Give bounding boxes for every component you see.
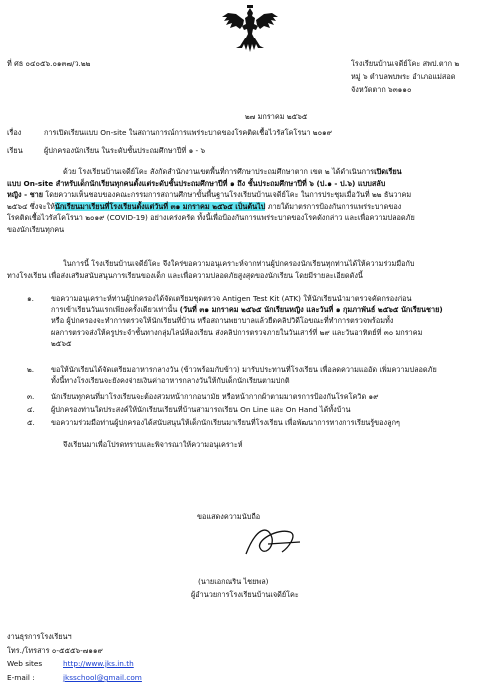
body-paragraph-2 xyxy=(7,258,487,281)
item1-line2-text: การเข้าเรียนวันแรกเพียงครั้งเดียวเท่านั้น xyxy=(51,305,180,315)
list-item-number: ๔. xyxy=(27,405,35,414)
p2-line1: ในการนี้ โรงเรียนบ้านเจดีย์โคะ จึงใคร่ขอความอนุเคราะห์จากท่านผู้ปกครองนักเรียนทุกท่านได้ให้ความร่วมมือกับ xyxy=(63,259,415,268)
regards-text: ขอแสดงความนับถือ xyxy=(197,512,261,521)
p2-line2: ทางโรงเรียน เพื่อส่งเสริมสนับสนุนการเรียนของเด็ก และเพื่อความปลอดภัยสูงสุดของนักเรียน โดยมีรายละเอียดดังนี้ xyxy=(7,270,363,280)
item2-line1: ขอให้นักเรียนได้จัดเตรียมอาหารกลางวัน (ข้าวพร้อมกับข้าว) มารับประทานที่โรงเรียน เพื่อลดความแออัด เพิ่มความปลอดภัย xyxy=(51,365,437,374)
recipient-label: เรียน xyxy=(7,146,23,155)
item3-line1: นักเรียนทุกคนที่มาโรงเรียนจะต้องสวมหน้ากากอนามัย หรือหน้ากากผ้าตามมาตรการป้องกันโรคโควิด ๑๙ xyxy=(51,392,379,401)
item4-line1: ผู้ปกครองท่านใดประสงค์ให้นักเรียนเรียนที่บ้านสามารถเรียน On Line และ On Hand ได้ทั้งบ้าน xyxy=(51,405,351,414)
reference-number: ที่ ศธ ๐๔๐๕๖.๐๑๓๗/ว.๒๒ xyxy=(7,59,91,68)
list-item-4 xyxy=(27,404,467,416)
item1-line5: ๒๕๖๕ xyxy=(51,338,72,348)
address-line-2: หมู่ ๖ ตำบลพบพระ อำเภอแม่สอด xyxy=(351,72,456,81)
signature-icon xyxy=(238,518,308,564)
list-item-number: ๕. xyxy=(27,418,35,427)
footer-phone: โทร./โทรสาร ๐-๕๕๕๖-๗๑๑๙ xyxy=(7,646,103,655)
item1-line3: หรือ ผู้ปกครองจะทำการตรวจให้นักเรียนที่บ้าน หรือสถานพยาบาลแล้วยืดคลิปวิดีโอขณะที่ทำการตรวจพร้อมทั้ง xyxy=(51,316,394,326)
list-item-3 xyxy=(27,391,467,403)
subject-text: การเปิดเรียนแบบ On-site ในสถานการณ์การแพร่ระบาดของโรคติดเชื้อไวรัสโคโรนา ๒๐๑๙ xyxy=(44,128,333,137)
item2-line2: ทั้งนี้ทางโรงเรียนจะยังคงจ่ายเงินค่าอาหารกลางวันให้กับเด็กนักเรียนตามปกติ xyxy=(51,376,290,386)
signer-title: ผู้อำนวยการโรงเรียนบ้านเจดีย์โคะ xyxy=(191,590,299,599)
list-item-1 xyxy=(27,293,467,353)
p1-line1-text: ด้วย โรงเรียนบ้านเจดีย์โคะ สังกัดสำนักงานเขตพื้นที่การศึกษาประถมศึกษาตาก เขต ๒ ได้ดำเนินการ xyxy=(63,167,375,176)
list-item-2 xyxy=(27,364,467,388)
p1-line4-text-b: ภายใต้มาตรการป้องกันการแพร่ระบาดของ xyxy=(265,201,402,211)
website-link[interactable]: http://www.jks.in.th xyxy=(63,659,134,668)
footer-website-label: Web sites xyxy=(7,659,43,668)
p1-line5: โรคติดเชื้อไวรัสโคโรนา ๒๐๑๙ (COVID-19) อย่างเคร่งครัด ทั้งนี้เพื่อป้องกันการแพร่ระบาดของโรคดังกล่าว และเพื่อความปลอดภัย xyxy=(7,213,415,222)
document-date: ๒๗ มกราคม ๒๕๖๕ xyxy=(245,112,308,121)
subject-label: เรื่อง xyxy=(7,128,22,137)
highlighted-start-date: นักเรียนมาเรียนที่โรงเรียนตั้งแต่วันที่ ๓๑ มกราคม ๒๕๖๕ เป็นต้นไป xyxy=(54,201,266,211)
p1-line1-bold: เปิดเรียน xyxy=(374,167,402,176)
list-item-5 xyxy=(27,417,467,429)
body-paragraph-1 xyxy=(7,166,487,235)
item5-line1: ขอความร่วมมือท่านผู้ปกครองได้สนับสนุนให้เด็กนักเรียนมาเรียนที่โรงเรียน เพื่อพัฒนาการทางการเรียนรู้ของลูกๆ xyxy=(51,418,400,427)
recipient-text: ผู้ปกครองนักเรียน ในระดับชั้นประถมศึกษาปีที่ ๑ - ๖ xyxy=(44,146,206,155)
list-item-number: ๓. xyxy=(27,392,35,401)
item1-line4: ผลการตรวจส่งให้ครูประจำชั้นทางกลุ่มไลน์ห้องเรียน ส่งคลิปการตรวจภายในวันเสาร์ที่ ๒๙ และวันอาทิตย์ที่ ๓๐ มกราคม xyxy=(51,327,423,337)
p1-line3-bold: หญิง - ชาย xyxy=(7,190,44,199)
list-item-number: ๒. xyxy=(27,365,35,374)
p1-line2: แบบ On-site สำหรับเด็กนักเรียนทุกคนตั้งแต่ระดับชั้นประถมศึกษาปีที่ ๑ ถึง ชั้นประถมศึกษาปีที่ ๖ (ป.๑ - ป.๖) แบบสลับ xyxy=(7,178,386,188)
p1-line4-text-a: ๒๕๖๔ ซึ่งจะให้ xyxy=(7,201,55,211)
footer-department: งานธุรการโรงเรียนฯ xyxy=(7,632,72,641)
p1-line6: ของนักเรียนทุกคน xyxy=(7,224,65,234)
garuda-emblem-icon xyxy=(218,4,282,58)
signer-name: (นายเอกณริน ไชยพล) xyxy=(198,577,269,586)
email-link[interactable]: jksschool@gmail.com xyxy=(63,673,142,682)
list-item-number: ๑. xyxy=(27,294,34,303)
item1-line1: ขอความอนุเคราะห์ท่านผู้ปกครองได้จัดเตรียมชุดตรวจ Antigen Test Kit (ATK) ให้นักเรียนนำมาตรวจคัดกรองก่อน xyxy=(51,294,412,303)
closing-text: จึงเรียนมาเพื่อโปรดทราบและพิจารณาให้ความอนุเคราะห์ xyxy=(63,440,243,449)
item1-line2-dates: (วันที่ ๓๑ มกราคม ๒๕๖๕ นักเรียนหญิง และวันที่ ๑ กุมภาพันธ์ ๒๕๖๕ นักเรียนชาย) xyxy=(179,305,443,315)
p1-line3-text: โดยความเห็นชอบของคณะกรรมการสถานศึกษาขั้นพื้นฐานโรงเรียนบ้านเจดีย์โคะ ในการประชุมเมื่อวันที่ ๒๒ ธันวาคม xyxy=(43,190,412,199)
school-name-address: โรงเรียนบ้านเจดีย์โคะ สพป.ตาก ๒ xyxy=(351,59,460,68)
address-line-3: จังหวัดตาก ๖๓๑๑๐ xyxy=(351,85,412,94)
footer-email-label: E-mail : xyxy=(7,673,35,682)
